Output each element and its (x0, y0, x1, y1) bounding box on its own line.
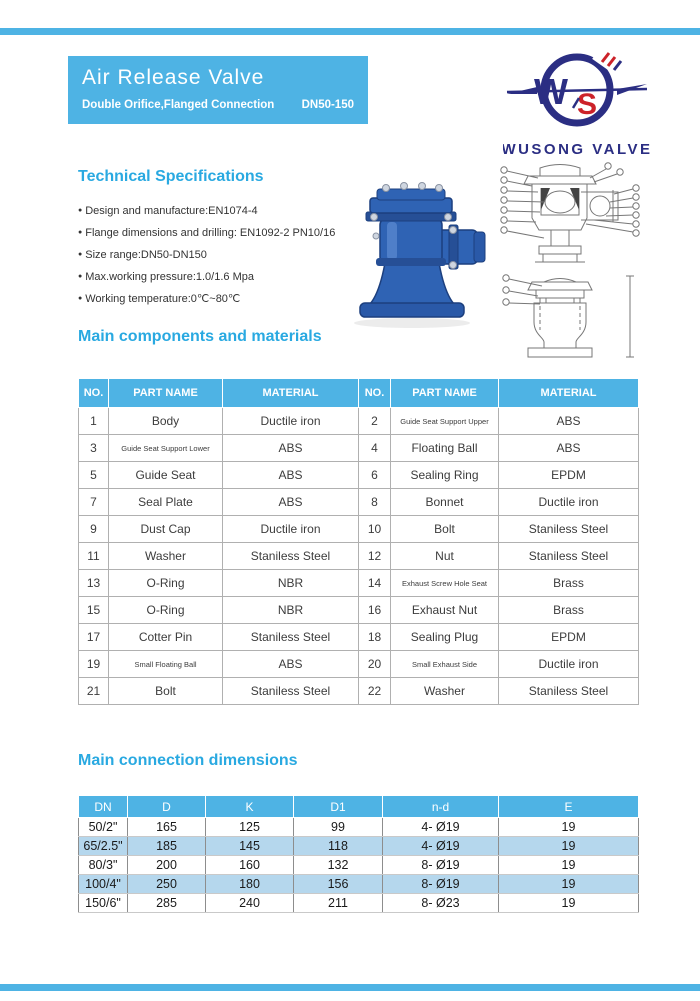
column-header: E (499, 796, 639, 818)
table-cell: Sealing Ring (391, 462, 499, 489)
table-cell: 99 (294, 818, 383, 837)
table-row (79, 818, 639, 837)
table-cell: Ductile iron (499, 489, 639, 516)
table-cell: Washer (391, 678, 499, 705)
table-cell: 6 (359, 462, 391, 489)
logo-monogram-s: S (576, 88, 598, 121)
table-cell: 8- Ø19 (383, 856, 499, 875)
table-cell: Dust Cap (109, 516, 223, 543)
table-cell: 4- Ø19 (383, 837, 499, 856)
table-cell: 4- Ø19 (383, 818, 499, 837)
tech-specs-list (78, 200, 348, 310)
table-cell: Seal Plate (109, 489, 223, 516)
table-row (79, 543, 639, 570)
dimensions-heading: Main connection dimensions (78, 752, 298, 769)
bottom-rule (0, 984, 700, 991)
top-rule (0, 28, 700, 35)
table-cell: 7 (79, 489, 109, 516)
column-header: D (128, 796, 206, 818)
valve-diagram-icon (494, 158, 646, 364)
size-range-label: DN50-150 (301, 99, 354, 111)
page-subtitle: Double Orifice,Flanged Connection (82, 99, 275, 111)
table-cell: 185 (128, 837, 206, 856)
table-cell: Brass (499, 597, 639, 624)
table-cell: Small Floating Ball (109, 651, 223, 678)
table-cell: ABS (223, 651, 359, 678)
table-cell: 11 (79, 543, 109, 570)
column-header: PART NAME (109, 379, 223, 408)
table-cell: 8 (359, 489, 391, 516)
table-cell: 8- Ø23 (383, 894, 499, 913)
table-cell: Guide Seat Support Lower (109, 435, 223, 462)
table-cell: 22 (359, 678, 391, 705)
table-cell: 4 (359, 435, 391, 462)
table-cell: 1 (79, 408, 109, 435)
column-header: NO. (79, 379, 109, 408)
column-header: MATERIAL (499, 379, 639, 408)
table-cell: 118 (294, 837, 383, 856)
table-cell: 211 (294, 894, 383, 913)
components-header-row (79, 379, 639, 408)
table-cell: 20 (359, 651, 391, 678)
dimensions-body (79, 818, 639, 913)
table-cell: 19 (499, 837, 639, 856)
table-cell: EPDM (499, 624, 639, 651)
spec-item: ● Design and manufacture:EN1074-4 (78, 200, 348, 222)
page-title: Air Release Valve (82, 66, 265, 89)
table-row (79, 875, 639, 894)
table-cell: 5 (79, 462, 109, 489)
logo-brand-text: WUSONG VALVE (503, 141, 651, 158)
table-cell: ABS (499, 408, 639, 435)
table-cell: ABS (223, 489, 359, 516)
table-cell: ABS (499, 435, 639, 462)
wusong-logo-icon (503, 42, 651, 160)
table-row (79, 837, 639, 856)
table-cell: Staniless Steel (499, 516, 639, 543)
table-cell: Exhaust Nut (391, 597, 499, 624)
table-cell: 19 (499, 818, 639, 837)
column-header: PART NAME (391, 379, 499, 408)
table-cell: 21 (79, 678, 109, 705)
table-cell: Guide Seat (109, 462, 223, 489)
table-cell: Brass (499, 570, 639, 597)
components-heading: Main components and materials (78, 328, 322, 345)
table-row (79, 856, 639, 875)
table-row (79, 489, 639, 516)
table-cell: 19 (499, 894, 639, 913)
table-cell: 285 (128, 894, 206, 913)
table-cell: Exhaust Screw Hole Seat (391, 570, 499, 597)
table-cell: Staniless Steel (499, 543, 639, 570)
tech-specs-heading: Technical Specifications (78, 168, 264, 185)
table-cell: Small Exhaust Side (391, 651, 499, 678)
table-cell: Staniless Steel (223, 678, 359, 705)
table-cell: 100/4" (79, 875, 128, 894)
table-cell: 180 (206, 875, 294, 894)
table-row (79, 435, 639, 462)
table-cell: 150/6" (79, 894, 128, 913)
table-cell: 156 (294, 875, 383, 894)
table-cell: 9 (79, 516, 109, 543)
table-row (79, 462, 639, 489)
table-cell: 17 (79, 624, 109, 651)
company-logo (503, 42, 651, 160)
table-cell: Bonnet (391, 489, 499, 516)
column-header: K (206, 796, 294, 818)
components-body (79, 408, 639, 705)
table-cell: 16 (359, 597, 391, 624)
components-table (78, 378, 639, 705)
table-cell: 240 (206, 894, 294, 913)
table-cell: 50/2" (79, 818, 128, 837)
table-cell: Body (109, 408, 223, 435)
table-cell: Floating Ball (391, 435, 499, 462)
table-row (79, 570, 639, 597)
table-cell: 2 (359, 408, 391, 435)
table-cell: 8- Ø19 (383, 875, 499, 894)
dimensions-header-row (79, 796, 639, 818)
table-row (79, 408, 639, 435)
logo-monogram-w: W (534, 71, 568, 112)
table-cell: 18 (359, 624, 391, 651)
table-cell: Ductile iron (499, 651, 639, 678)
column-header: NO. (359, 379, 391, 408)
table-cell: 19 (499, 856, 639, 875)
table-cell: EPDM (499, 462, 639, 489)
table-cell: Sealing Plug (391, 624, 499, 651)
table-cell: ABS (223, 435, 359, 462)
table-row (79, 624, 639, 651)
table-cell: O-Ring (109, 597, 223, 624)
table-cell: Staniless Steel (223, 543, 359, 570)
table-cell: ABS (223, 462, 359, 489)
table-cell: O-Ring (109, 570, 223, 597)
table-cell: 125 (206, 818, 294, 837)
spec-item: ● Working temperature:0℃~80℃ (78, 288, 348, 310)
table-cell: 200 (128, 856, 206, 875)
table-cell: 19 (499, 875, 639, 894)
table-cell: Guide Seat Support Upper (391, 408, 499, 435)
table-row (79, 516, 639, 543)
table-cell: 10 (359, 516, 391, 543)
column-header: n-d (383, 796, 499, 818)
table-cell: NBR (223, 597, 359, 624)
table-cell: Ductile iron (223, 408, 359, 435)
column-header: DN (79, 796, 128, 818)
technical-diagram (494, 158, 646, 364)
column-header: D1 (294, 796, 383, 818)
table-cell: 65/2.5" (79, 837, 128, 856)
table-cell: 14 (359, 570, 391, 597)
valve-photo-icon (340, 170, 500, 332)
table-cell: Bolt (391, 516, 499, 543)
dimensions-table (78, 795, 639, 913)
table-cell: 250 (128, 875, 206, 894)
title-block (68, 56, 368, 124)
product-photo (340, 170, 500, 332)
table-cell: 80/3" (79, 856, 128, 875)
table-cell: 12 (359, 543, 391, 570)
table-cell: Nut (391, 543, 499, 570)
table-cell: 13 (79, 570, 109, 597)
table-cell: 165 (128, 818, 206, 837)
table-row (79, 894, 639, 913)
table-cell: 145 (206, 837, 294, 856)
table-cell: Cotter Pin (109, 624, 223, 651)
table-cell: Washer (109, 543, 223, 570)
table-cell: 132 (294, 856, 383, 875)
table-cell: Staniless Steel (223, 624, 359, 651)
column-header: MATERIAL (223, 379, 359, 408)
table-cell: Ductile iron (223, 516, 359, 543)
table-cell: 3 (79, 435, 109, 462)
spec-item: ● Flange dimensions and drilling: EN1092-2 PN10/16 (78, 222, 348, 244)
table-row (79, 651, 639, 678)
table-cell: NBR (223, 570, 359, 597)
table-cell: 19 (79, 651, 109, 678)
table-cell: 15 (79, 597, 109, 624)
table-row (79, 678, 639, 705)
table-cell: 160 (206, 856, 294, 875)
dimension-line (626, 276, 634, 357)
spec-item: ● Size range:DN50-DN150 (78, 244, 348, 266)
spec-item: ● Max.working pressure:1.0/1.6 Mpa (78, 266, 348, 288)
table-cell: Bolt (109, 678, 223, 705)
table-row (79, 597, 639, 624)
table-cell: Staniless Steel (499, 678, 639, 705)
